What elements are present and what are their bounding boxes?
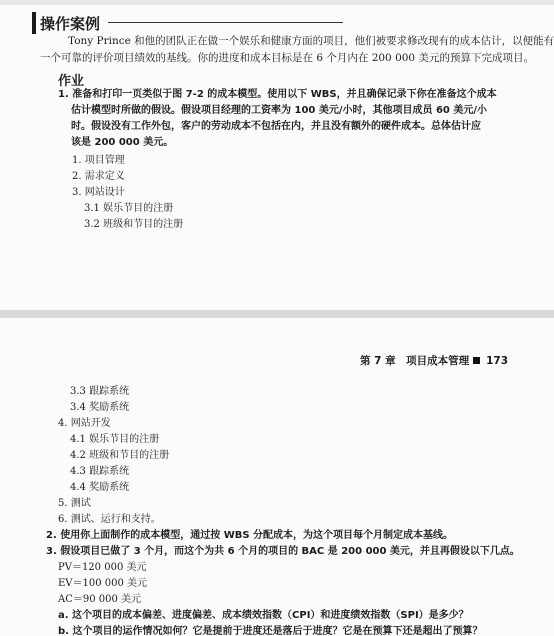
wbs-item: 3. 网站设计 — [72, 187, 125, 198]
wbs-item: 4.2 班级和节目的注册 — [70, 450, 170, 461]
sub-question-a: a. 这个项目的成本偏差、进度偏差、成本绩效指数（CPI）和进度绩效指数（SPI）是多少？ — [58, 610, 469, 621]
section-title: 操作案例 — [40, 15, 101, 33]
question-2: 2. 使用你上面制作的成本模型，通过按 WBS 分配成本，为这个项目每个月制定成本基线。 — [46, 530, 454, 541]
intro-paragraph-line-1: Tony Prince 和他的团队正在做一个娱乐和健康方面的项目，他们被要求修改现有的成本估计，以便能有 — [68, 35, 554, 47]
page-number: 173 — [486, 355, 509, 367]
wbs-item: 4. 网站开发 — [58, 418, 111, 429]
question-1-line-4: 该是 200 000 美元。 — [71, 137, 174, 148]
running-header — [360, 353, 508, 368]
wbs-item: 3.2 班级和节目的注册 — [84, 219, 184, 230]
question-1-line-2: 估计模型时所做的假设。假设项目经理的工资率为 100 美元/小时，其他项目成员 60 美元/小 — [71, 105, 488, 116]
square-bullet-icon — [473, 357, 480, 364]
textbook-page-bottom — [0, 318, 554, 636]
question-1-line-1: 1. 准备和打印一页类似于图 7-2 的成本模型。使用以下 WBS，并且确保记录下你在准备这个成本 — [58, 89, 497, 100]
value-pv: PV＝120 000 美元 — [58, 562, 147, 573]
running-header-chapter: 第 7 章 项目成本管理 — [360, 355, 470, 367]
sub-question-b: b. 这个项目的运作情况如何？它是提前于进度还是落后于进度？它是在预算下还是超出了预算？ — [58, 626, 483, 636]
previous-page-edge — [0, 0, 554, 5]
value-ev: EV＝100 000 美元 — [58, 578, 148, 589]
intro-paragraph-line-2: 一个可靠的评价项目绩效的基线。你的进度和成本目标是在 6 个月内在 200 000 美元的预算下完成项目。 — [40, 52, 534, 64]
wbs-item: 4.4 奖励系统 — [70, 482, 130, 493]
wbs-item: 2. 需求定义 — [72, 171, 125, 182]
wbs-item: 3.4 奖励系统 — [70, 402, 130, 413]
wbs-item: 4.3 跟踪系统 — [70, 466, 130, 477]
homework-heading: 作业 — [58, 74, 85, 89]
wbs-item: 5. 测试 — [58, 498, 91, 509]
value-ac: AC＝90 000 美元 — [58, 594, 142, 605]
wbs-item: 3.1 娱乐节目的注册 — [84, 203, 174, 214]
question-1-line-3: 时。假设没有工作外包，客户的劳动成本不包括在内，并且没有额外的硬件成本。总体估计应 — [71, 121, 481, 132]
wbs-item: 3.3 跟踪系统 — [70, 386, 130, 397]
wbs-item: 4.1 娱乐节目的注册 — [70, 434, 160, 445]
textbook-page-top — [0, 0, 554, 310]
wbs-item: 1. 项目管理 — [72, 155, 125, 166]
wbs-item: 6. 测试、运行和支持。 — [58, 514, 161, 525]
question-3: 3. 假设项目已做了 3 个月，而这个为共 6 个月的项目的 BAC 是 200 000 美元，并且再假设以下几点。 — [46, 546, 520, 557]
section-title-rule — [108, 22, 343, 23]
section-marker-bar — [32, 12, 36, 34]
